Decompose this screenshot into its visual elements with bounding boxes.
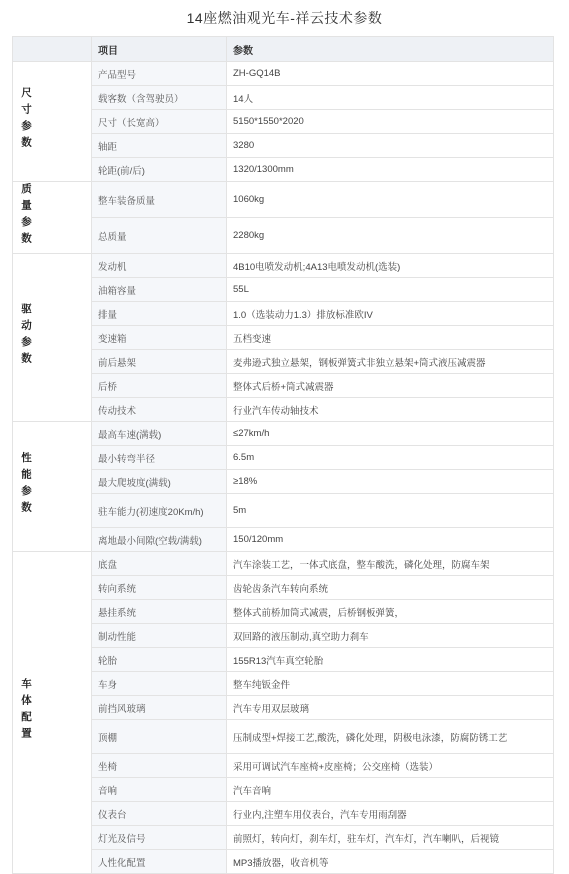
table-header-row <box>13 37 554 62</box>
category-label: 质量参数 <box>20 183 32 249</box>
table-row <box>13 158 554 182</box>
value-cell: MP3播放器，收音机等 <box>227 850 554 874</box>
value-cell: 1060kg <box>227 182 554 218</box>
value-cell: 五档变速 <box>227 326 554 350</box>
item-cell: 转向系统 <box>92 576 227 600</box>
table-row <box>13 422 554 446</box>
value-cell: 整车纯钣金件 <box>227 672 554 696</box>
table-row <box>13 278 554 302</box>
value-cell: 行业内,注塑车用仪表台，汽车专用雨刮器 <box>227 802 554 826</box>
table-row <box>13 720 554 754</box>
table-row <box>13 672 554 696</box>
item-cell: 灯光及信号 <box>92 826 227 850</box>
category-label: 性能参数 <box>20 452 32 518</box>
item-cell: 总质量 <box>92 218 227 254</box>
category-cell <box>13 62 92 182</box>
table-row <box>13 600 554 624</box>
value-cell: 5150*1550*2020 <box>227 110 554 134</box>
item-cell: 传动技术 <box>92 398 227 422</box>
value-cell: 150/120mm <box>227 528 554 552</box>
category-cell <box>13 422 92 552</box>
item-cell: 产品型号 <box>92 62 227 86</box>
header-value: 参数 <box>227 37 554 62</box>
item-cell: 离地最小间隙(空载/满载) <box>92 528 227 552</box>
table-row <box>13 302 554 326</box>
table-row <box>13 350 554 374</box>
value-cell: 汽车涂装工艺，一体式底盘，整车酸洗，磷化处理，防腐车架 <box>227 552 554 576</box>
spec-table <box>12 36 554 874</box>
value-cell: 1320/1300mm <box>227 158 554 182</box>
item-cell: 最高车速(满载) <box>92 422 227 446</box>
item-cell: 前挡风玻璃 <box>92 696 227 720</box>
item-cell: 制动性能 <box>92 624 227 648</box>
value-cell: ≥18% <box>227 470 554 494</box>
table-row <box>13 576 554 600</box>
table-row <box>13 398 554 422</box>
value-cell: 齿轮齿条汽车转向系统 <box>227 576 554 600</box>
table-row <box>13 494 554 528</box>
item-cell: 音响 <box>92 778 227 802</box>
value-cell: 14人 <box>227 86 554 110</box>
item-cell: 载客数（含驾驶员） <box>92 86 227 110</box>
table-row <box>13 326 554 350</box>
table-row <box>13 470 554 494</box>
value-cell: 汽车音响 <box>227 778 554 802</box>
value-cell: 整体式后桥+筒式减震器 <box>227 374 554 398</box>
category-label: 车体配置 <box>20 678 32 744</box>
category-label: 尺寸参数 <box>20 87 32 153</box>
value-cell: 麦弗逊式独立悬架，钢板弹簧式非独立悬架+筒式液压减震器 <box>227 350 554 374</box>
category-cell <box>13 552 92 874</box>
table-row <box>13 86 554 110</box>
table-row <box>13 218 554 254</box>
value-cell: 4B10电喷发动机;4A13电喷发动机(选装) <box>227 254 554 278</box>
value-cell: 采用可调试汽车座椅+皮座椅；公交座椅（选装） <box>227 754 554 778</box>
item-cell: 人性化配置 <box>92 850 227 874</box>
value-cell: 双回路的液压制动,真空助力刹车 <box>227 624 554 648</box>
item-cell: 后桥 <box>92 374 227 398</box>
table-row <box>13 134 554 158</box>
spec-table-body <box>13 62 554 874</box>
item-cell: 最大爬坡度(满载) <box>92 470 227 494</box>
table-row <box>13 802 554 826</box>
table-row <box>13 778 554 802</box>
table-row <box>13 528 554 552</box>
value-cell: 压制成型+焊接工艺,酸洗，磷化处理，阴极电泳漆，防腐防锈工艺 <box>227 720 554 754</box>
table-row <box>13 374 554 398</box>
page-title: 14座燃油观光车-祥云技术参数 <box>186 10 383 26</box>
value-cell: 55L <box>227 278 554 302</box>
value-cell: 155R13汽车真空轮胎 <box>227 648 554 672</box>
value-cell: 整体式前桥加筒式减震，后桥钢板弹簧， <box>227 600 554 624</box>
category-cell <box>13 182 92 254</box>
value-cell: ≤27km/h <box>227 422 554 446</box>
item-cell: 变速箱 <box>92 326 227 350</box>
item-cell: 轴距 <box>92 134 227 158</box>
value-cell: 6.5m <box>227 446 554 470</box>
value-cell: 2280kg <box>227 218 554 254</box>
item-cell: 车身 <box>92 672 227 696</box>
table-row <box>13 110 554 134</box>
value-cell: 行业汽车传动轴技术 <box>227 398 554 422</box>
table-row <box>13 62 554 86</box>
value-cell: 前照灯，转向灯，刹车灯，驻车灯，汽车灯，汽车喇叭，后视镜 <box>227 826 554 850</box>
value-cell: 3280 <box>227 134 554 158</box>
item-cell: 最小转弯半径 <box>92 446 227 470</box>
value-cell: ZH-GQ14B <box>227 62 554 86</box>
item-cell: 悬挂系统 <box>92 600 227 624</box>
item-cell: 轮距(前/后) <box>92 158 227 182</box>
item-cell: 油箱容量 <box>92 278 227 302</box>
header-item: 项目 <box>92 37 227 62</box>
item-cell: 坐椅 <box>92 754 227 778</box>
table-row <box>13 446 554 470</box>
item-cell: 排量 <box>92 302 227 326</box>
table-row <box>13 648 554 672</box>
item-cell: 底盘 <box>92 552 227 576</box>
item-cell: 发动机 <box>92 254 227 278</box>
table-row <box>13 182 554 218</box>
table-row <box>13 696 554 720</box>
table-row <box>13 552 554 576</box>
table-row <box>13 624 554 648</box>
category-cell <box>13 254 92 422</box>
item-cell: 驻车能力(初速度20Km/h) <box>92 494 227 528</box>
item-cell: 顶棚 <box>92 720 227 754</box>
category-label: 驱动参数 <box>20 303 32 369</box>
item-cell: 尺寸（长宽高） <box>92 110 227 134</box>
value-cell: 1.0（选装动力1.3）排放标准欧IV <box>227 302 554 326</box>
item-cell: 前后悬架 <box>92 350 227 374</box>
value-cell: 汽车专用双层玻璃 <box>227 696 554 720</box>
item-cell: 轮胎 <box>92 648 227 672</box>
item-cell: 整车装备质量 <box>92 182 227 218</box>
table-row <box>13 754 554 778</box>
table-row <box>13 826 554 850</box>
table-row <box>13 254 554 278</box>
table-row <box>13 850 554 874</box>
header-blank <box>13 37 92 62</box>
item-cell: 仪表台 <box>92 802 227 826</box>
value-cell: 5m <box>227 494 554 528</box>
